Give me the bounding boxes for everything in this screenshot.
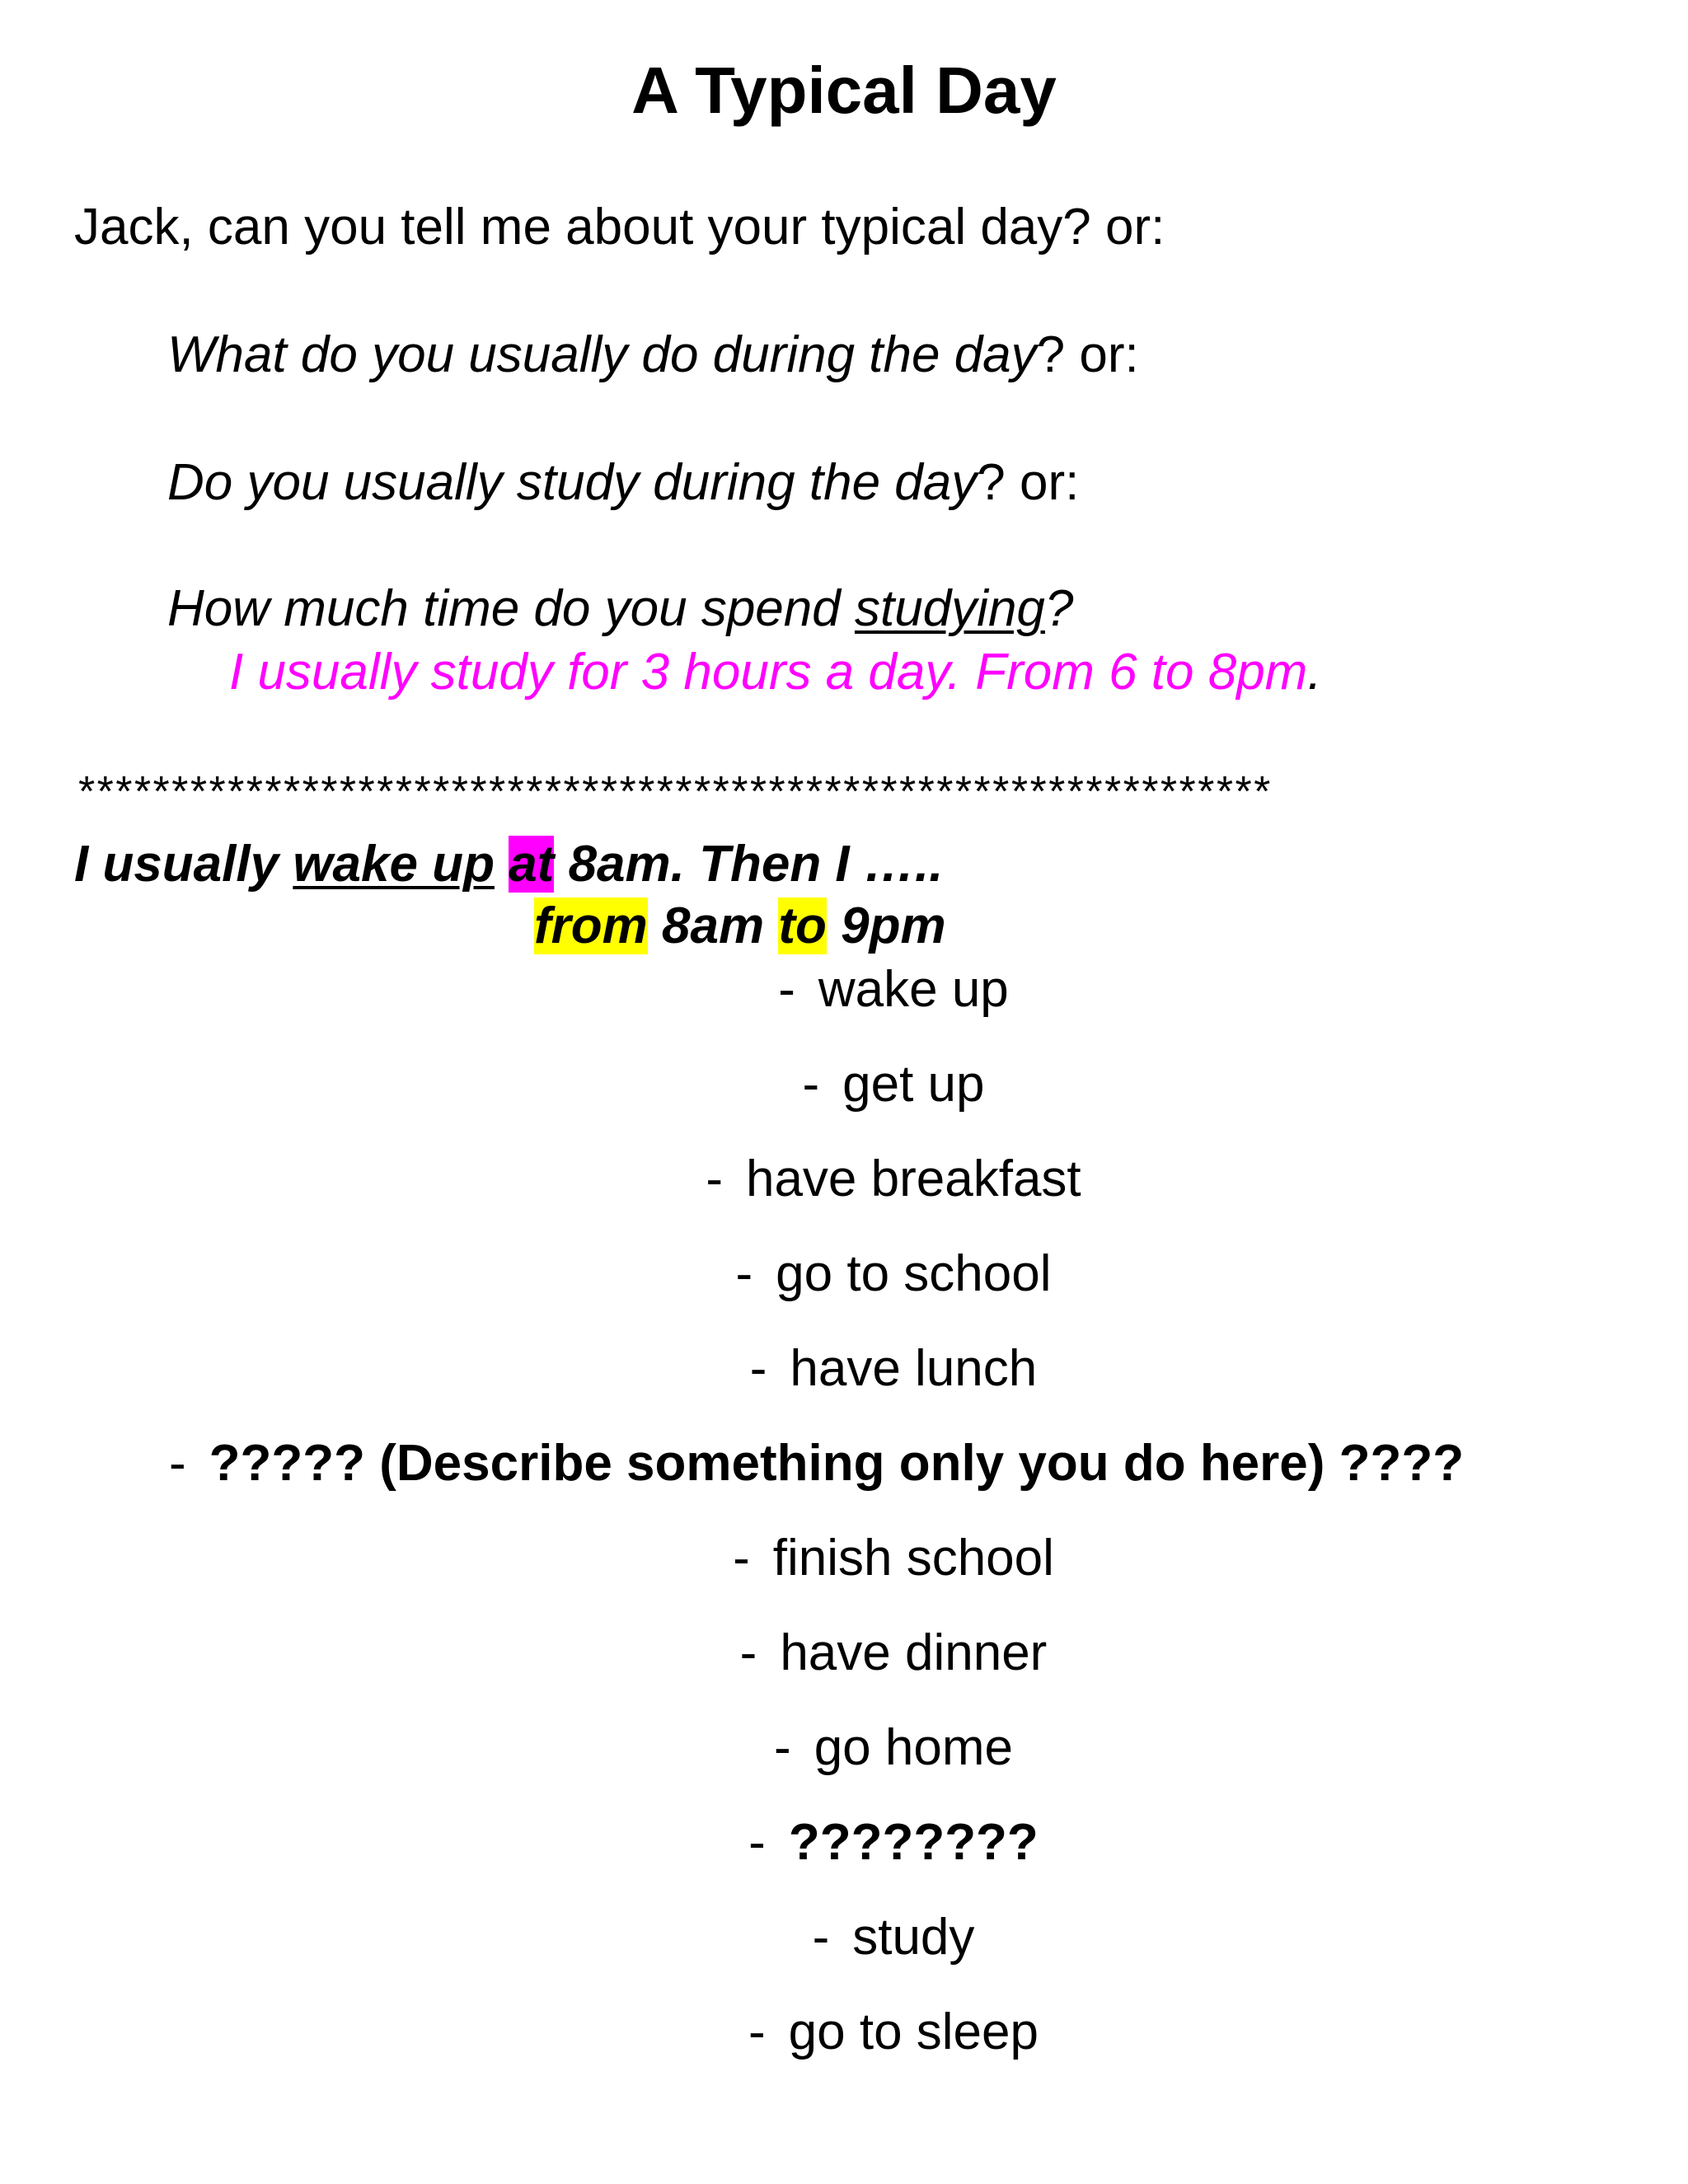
question-3-underlined: studying [854, 580, 1045, 637]
activity-item-custom [169, 1435, 1465, 1492]
question-1-text: What do you usually do during the day [167, 326, 1037, 383]
activity-text: ???????? [788, 1814, 1039, 1871]
activity-item [0, 1151, 1688, 1207]
question-2-text: Do you usually study during the day [167, 454, 978, 511]
separator: **************************************************************** [78, 768, 1273, 816]
activity-item [0, 2004, 1688, 2060]
sentence-line-2 [534, 898, 946, 954]
question-main: Jack, can you tell me about your typical day? or: [74, 199, 1165, 255]
activity-dash: - [739, 1624, 757, 1681]
activity-text: wake up [818, 961, 1009, 1018]
question-3-text: How much time do you spend [167, 580, 855, 637]
question-3-end: ? [1044, 580, 1074, 637]
highlight-from: from [534, 898, 648, 954]
activity-item [0, 961, 1688, 1018]
activity-dash: - [748, 2004, 766, 2060]
activity-dash: - [802, 1056, 820, 1113]
activity-text: ????? (Describe something only you do here) ???? [209, 1435, 1465, 1492]
sentence-mid: 8am [647, 898, 779, 954]
question-1 [167, 326, 1139, 383]
question-1-tail: ? or: [1036, 326, 1139, 383]
sentence-line-1 [74, 836, 944, 893]
sample-answer [229, 644, 1322, 701]
page-title: A Typical Day [631, 54, 1057, 127]
activity-text: get up [842, 1056, 985, 1113]
activity-dash: - [812, 1909, 830, 1966]
sample-answer-text: I usually study for 3 hours a day. From 6 to 8pm [229, 644, 1308, 701]
activity-text: have breakfast [745, 1151, 1081, 1207]
activity-text: study [852, 1909, 975, 1966]
activity-item-unknown [0, 1814, 1688, 1871]
activity-dash: - [733, 1530, 750, 1586]
activity-text: finish school [772, 1530, 1054, 1586]
activity-text: go home [814, 1719, 1013, 1776]
activity-text: go to sleep [788, 2004, 1039, 2060]
activity-item [0, 1909, 1688, 1966]
activity-text: have lunch [790, 1340, 1038, 1397]
activity-item [0, 1340, 1688, 1397]
activity-item [0, 1719, 1688, 1776]
activity-dash: - [748, 1814, 766, 1871]
activity-text: go to school [776, 1245, 1052, 1302]
sentence-space [495, 836, 509, 893]
sentence-part-2: 8am. Then I ….. [554, 836, 944, 893]
sentence-end: 9pm [826, 898, 946, 954]
activity-item [0, 1624, 1688, 1681]
activity-dash: - [169, 1435, 186, 1492]
sentence-part-1: I usually [74, 836, 293, 893]
activity-dash: - [778, 961, 795, 1018]
sample-answer-period: . [1307, 644, 1322, 701]
question-2 [167, 454, 1080, 511]
activity-dash: - [735, 1245, 753, 1302]
activity-item [0, 1245, 1688, 1302]
activity-dash: - [749, 1340, 767, 1397]
activity-dash: - [706, 1151, 723, 1207]
question-3 [167, 580, 1074, 637]
question-2-tail: ? or: [977, 454, 1080, 511]
sentence-wake-up: wake up [293, 836, 495, 893]
activity-text: have dinner [780, 1624, 1048, 1681]
activity-dash: - [774, 1719, 791, 1776]
activity-item [0, 1056, 1688, 1113]
highlight-at: at [509, 836, 555, 893]
highlight-to: to [778, 898, 827, 954]
activity-item [0, 1530, 1688, 1586]
